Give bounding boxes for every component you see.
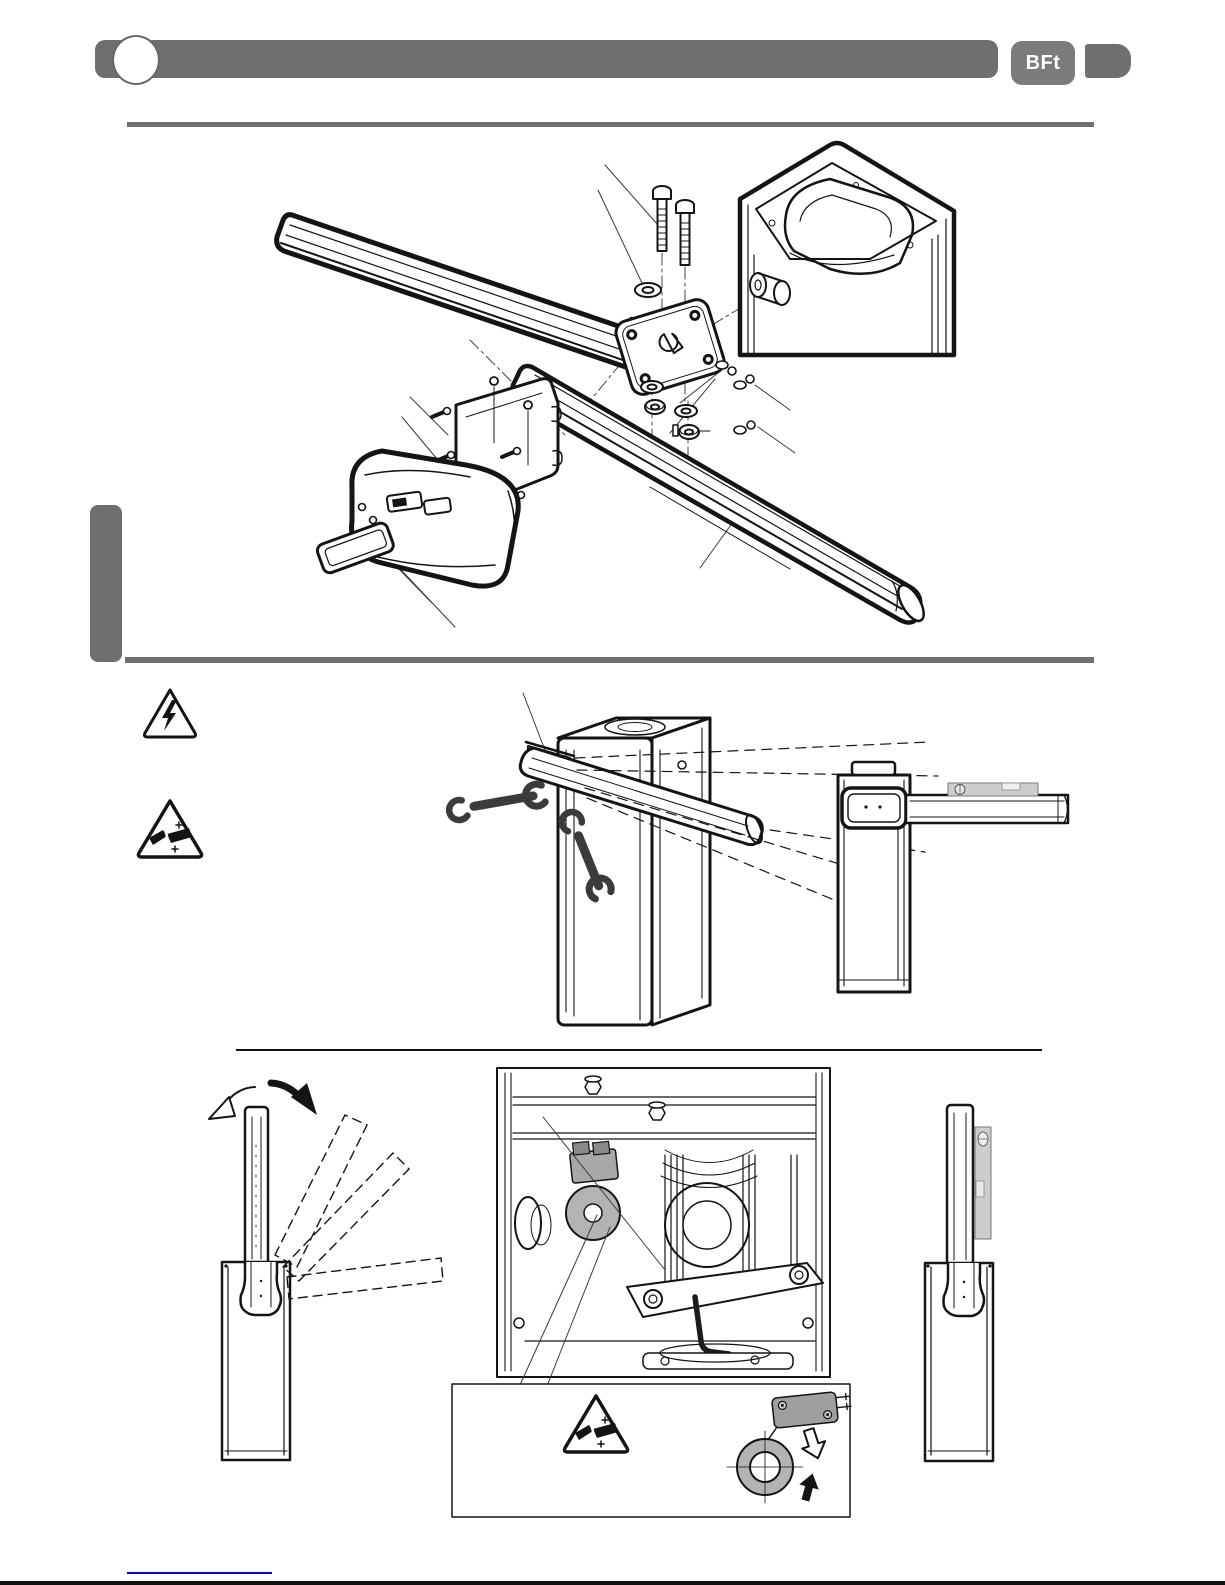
footer-link-underline[interactable] — [127, 1572, 272, 1574]
bft-logo-text: BFt — [1025, 51, 1061, 74]
spirit-level-icon — [975, 1127, 991, 1239]
hex-bolts — [653, 186, 694, 265]
mounting-plate — [613, 297, 727, 398]
main-boom — [512, 366, 928, 625]
mechanism-detail-frame — [497, 1068, 830, 1386]
bft-logo — [1011, 41, 1075, 85]
washers-nuts — [641, 381, 699, 439]
arm-profile-cover — [277, 215, 678, 379]
cabinet-top-view — [716, 143, 954, 375]
page-side-tab — [90, 505, 122, 662]
head-cover — [352, 451, 519, 586]
section-separator-line — [236, 1049, 1042, 1051]
header-bar — [95, 40, 998, 78]
figure-exploded-view — [270, 135, 970, 655]
page-bottom-border — [0, 1581, 1225, 1585]
section-divider-top — [127, 122, 1094, 127]
dashed-arm-positions — [275, 1115, 443, 1299]
horizontal-arm — [906, 795, 1068, 823]
crush-hazard-warning-icon — [138, 801, 201, 857]
figure-arm-mounting — [130, 680, 1080, 1040]
figure-balancing — [195, 1055, 1025, 1530]
post-arm-vertical — [222, 1107, 443, 1460]
post-side-view — [838, 762, 1068, 992]
section-divider-middle — [125, 657, 1094, 663]
post-arm-vertical-level — [925, 1105, 993, 1461]
spirit-level-icon — [948, 783, 1038, 796]
side-fasteners — [734, 375, 755, 434]
wrench-icon — [447, 783, 546, 822]
header-right-cap — [1085, 44, 1131, 78]
header-circle-badge — [112, 35, 160, 85]
warning-detail-box — [452, 1384, 852, 1517]
electric-shock-warning-icon — [144, 690, 195, 737]
